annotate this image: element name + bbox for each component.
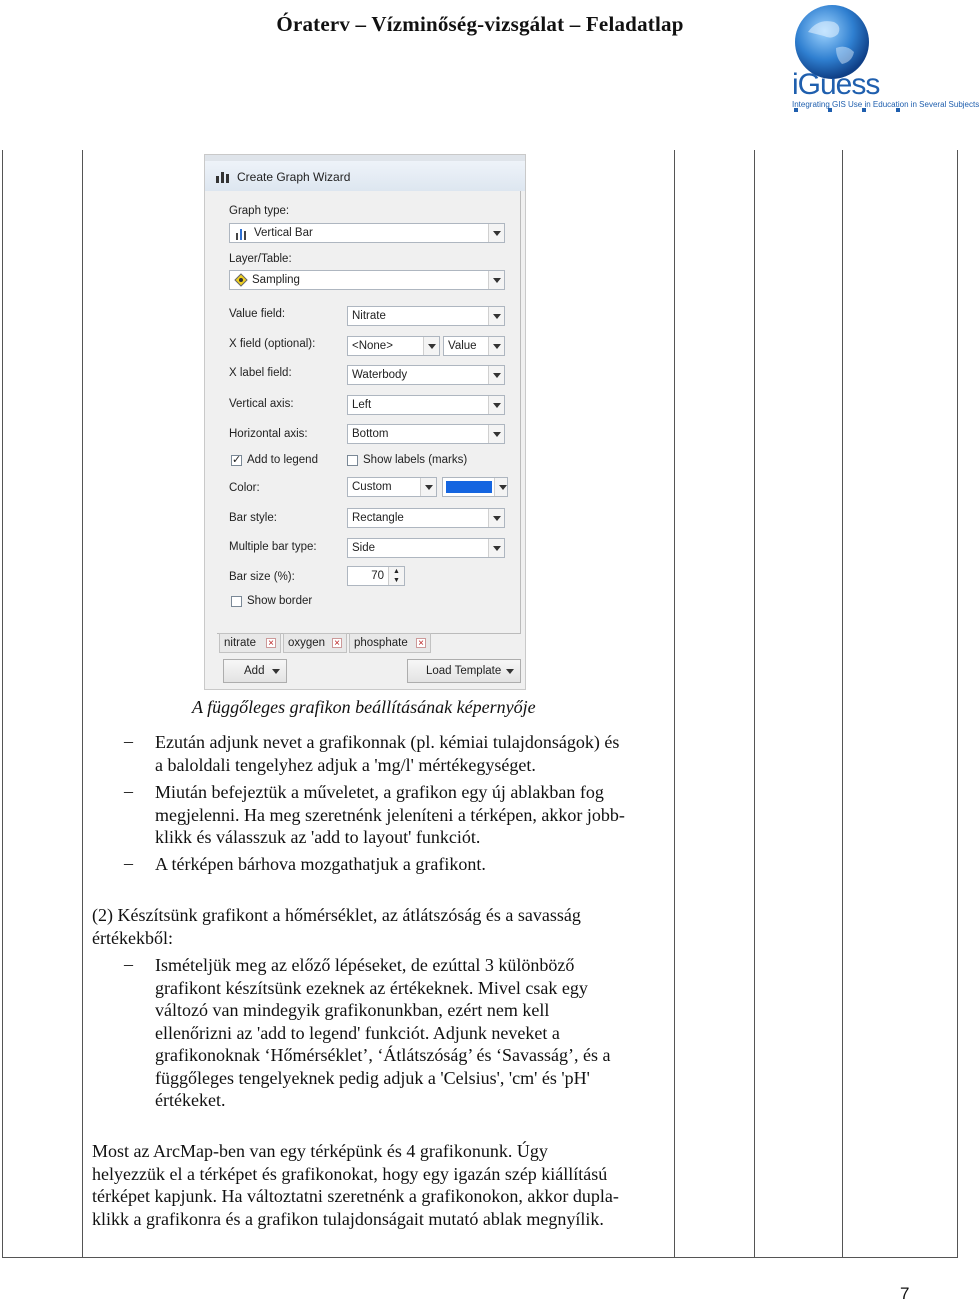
text-line: ellenőrizni az 'add to legend' funkciót. Adjunk neveket a <box>155 1022 560 1043</box>
chevron-down-icon[interactable] <box>494 478 507 496</box>
text-line: A térképen bárhova mozgathatjuk a grafikont. <box>155 854 486 874</box>
close-icon[interactable]: × <box>266 638 276 648</box>
close-icon[interactable]: × <box>416 638 426 648</box>
vertical-axis-label: Vertical axis: <box>229 398 294 410</box>
close-icon[interactable]: × <box>332 638 342 648</box>
value-field-select[interactable] <box>347 306 505 326</box>
color-swatch <box>446 481 492 493</box>
list-dash: – <box>124 731 133 751</box>
list-dash: – <box>124 781 133 801</box>
tab-label: phosphate <box>354 637 408 649</box>
chevron-down-icon[interactable] <box>420 478 436 496</box>
bar-size-label: Bar size (%): <box>229 571 295 583</box>
tab-phosphate[interactable] <box>349 633 431 653</box>
list-item <box>155 731 619 776</box>
bar-size-value: 70 <box>371 570 384 582</box>
chevron-down-icon[interactable] <box>488 396 504 414</box>
text-line: Miután befejeztük a műveletet, a grafikon egy új ablakban fog <box>155 782 604 802</box>
table-border-bottom <box>2 1257 958 1258</box>
section-heading <box>92 904 581 949</box>
list-item <box>155 954 611 1112</box>
chevron-down-icon[interactable] <box>488 307 504 325</box>
multiple-bar-type-label: Multiple bar type: <box>229 541 317 553</box>
graph-type-value: Vertical Bar <box>254 227 313 239</box>
text-line: a baloldali tengelyhez adjuk a 'mg/l' mértékegységet. <box>155 754 536 775</box>
table-border-left <box>2 150 3 1258</box>
text-line: klikk a grafikonra és a grafikon tulajdonságait mutató ablak megnyílik. <box>92 1208 604 1229</box>
color-label: Color: <box>229 482 260 494</box>
add-to-legend-checkbox[interactable] <box>231 455 242 466</box>
graph-wizard-icon <box>215 169 231 183</box>
text-line: értékekből: <box>92 927 173 948</box>
multiple-bar-type-value: Side <box>352 542 376 554</box>
chevron-down-icon <box>272 669 280 674</box>
bar-chart-icon <box>235 227 249 240</box>
text-line: értékeket. <box>155 1090 226 1110</box>
closing-paragraph <box>92 1140 619 1230</box>
list-dash: – <box>124 853 133 873</box>
graph-type-label: Graph type: <box>229 205 290 217</box>
value-field-value: Nitrate <box>352 310 386 322</box>
wizard-settings-pane <box>217 191 521 634</box>
text-line: Most az ArcMap-ben van egy térképünk és 4 grafikonunk. Úgy <box>92 1141 548 1161</box>
add-to-legend-label: Add to legend <box>247 454 318 466</box>
figure-caption: A függőleges grafikon beállításának képernyője <box>192 697 536 717</box>
tab-label: oxygen <box>288 637 326 649</box>
table-column-divider <box>754 150 755 1258</box>
chevron-down-icon[interactable] <box>423 337 439 355</box>
graph-type-select[interactable] <box>229 223 505 243</box>
chevron-down-icon[interactable] <box>488 425 504 443</box>
logo-wordmark: iGuess <box>792 68 880 101</box>
bar-style-label: Bar style: <box>229 512 277 524</box>
show-labels-checkbox[interactable] <box>347 455 358 466</box>
add-button-label: Add <box>244 665 265 677</box>
show-labels-label: Show labels (marks) <box>363 454 468 466</box>
x-field-value: <None> <box>352 340 393 352</box>
wizard-title: Create Graph Wizard <box>237 170 351 184</box>
tab-nitrate[interactable] <box>219 633 281 653</box>
iguess-logo <box>788 4 979 116</box>
table-column-divider <box>842 150 843 1258</box>
x-field-select[interactable] <box>347 336 440 356</box>
layer-table-select[interactable] <box>229 270 505 290</box>
chevron-down-icon[interactable] <box>488 271 504 289</box>
list-dash: – <box>124 954 133 974</box>
text-line: grafikonoknak ‘Hőmérséklet’, ‘Átlátszóság’ és ‘Savasság’, és a <box>155 1045 611 1065</box>
bar-style-select[interactable] <box>347 508 505 528</box>
x-field-sort-select[interactable] <box>443 336 505 356</box>
point-layer-icon <box>234 273 248 287</box>
text-line: grafikont készítsünk ezeknek az értékeknek. Mivel csak egy <box>155 977 588 998</box>
vertical-axis-value: Left <box>352 399 372 411</box>
stepper-arrows-icon[interactable]: ▲ ▼ <box>388 567 404 585</box>
layer-table-label: Layer/Table: <box>229 253 292 265</box>
chevron-down-icon[interactable] <box>488 509 504 527</box>
list-item <box>155 853 486 876</box>
wizard-titlebar <box>205 161 525 191</box>
horizontal-axis-label: Horizontal axis: <box>229 428 308 440</box>
vertical-axis-select[interactable] <box>347 395 505 415</box>
color-picker[interactable] <box>442 477 508 497</box>
show-border-label: Show border <box>247 595 313 607</box>
page-number: 7 <box>900 1284 910 1303</box>
text-line: változó van mindegyik grafikonunkban, ezért nem kell <box>155 1000 550 1020</box>
multiple-bar-type-select[interactable] <box>347 538 505 558</box>
graph-wizard-screenshot <box>204 154 526 690</box>
add-button[interactable] <box>223 659 287 683</box>
text-line: klikk és válasszuk az 'add to layout' funkciót. <box>155 827 481 847</box>
logo-subtitle: Integrating GIS Use in Education in Several Subjects <box>792 100 979 109</box>
horizontal-axis-select[interactable] <box>347 424 505 444</box>
color-mode-select[interactable] <box>347 477 437 497</box>
text-line: helyezzük el a térképet és grafikonokat, hogy egy igazán szép kiállítású <box>92 1163 608 1184</box>
text-line: megjelenni. Ha meg szeretnénk jeleníteni a térképen, akkor jobb- <box>155 804 625 825</box>
horizontal-axis-value: Bottom <box>352 428 389 440</box>
chevron-down-icon[interactable] <box>488 539 504 557</box>
x-label-field-label: X label field: <box>229 367 292 379</box>
load-template-label: Load Template <box>426 665 502 677</box>
bar-size-stepper[interactable] <box>347 566 405 586</box>
x-field-sort-value: Value <box>448 340 477 352</box>
table-border-right <box>957 150 958 1258</box>
tab-label: nitrate <box>224 637 256 649</box>
document-title: Óraterv – Vízminőség-vizsgálat – Feladatlap <box>276 12 684 36</box>
layer-table-value: Sampling <box>252 274 300 286</box>
load-template-button[interactable] <box>407 659 521 683</box>
list-item <box>155 781 625 849</box>
x-field-label: X field (optional): <box>229 338 316 350</box>
value-field-label: Value field: <box>229 308 286 320</box>
x-label-field-select[interactable] <box>347 365 505 385</box>
show-border-checkbox[interactable] <box>231 596 242 607</box>
table-column-divider <box>674 150 675 1258</box>
tab-oxygen[interactable] <box>283 633 347 653</box>
color-mode-value: Custom <box>352 481 392 493</box>
text-line: függőleges tengelyeknek pedig adjuk a 'Celsius', 'cm' és 'pH' <box>155 1067 590 1088</box>
text-line: (2) Készítsünk grafikont a hőmérséklet, az átlátszóság és a savasság <box>92 905 581 925</box>
text-line: Ismételjük meg az előző lépéseket, de ezúttal 3 különböző <box>155 955 575 975</box>
text-line: Ezután adjunk nevet a grafikonnak (pl. kémiai tulajdonságok) és <box>155 732 620 752</box>
chevron-down-icon[interactable] <box>488 366 504 384</box>
chevron-down-icon[interactable] <box>488 337 504 355</box>
chevron-down-icon <box>506 669 514 674</box>
x-label-field-value: Waterbody <box>352 369 408 381</box>
bar-style-value: Rectangle <box>352 512 404 524</box>
table-column-divider <box>82 150 83 1258</box>
chevron-down-icon[interactable] <box>488 224 504 242</box>
text-line: térképet kapjunk. Ha változtatni szeretnénk a grafikonokon, akkor dupla- <box>92 1186 619 1206</box>
